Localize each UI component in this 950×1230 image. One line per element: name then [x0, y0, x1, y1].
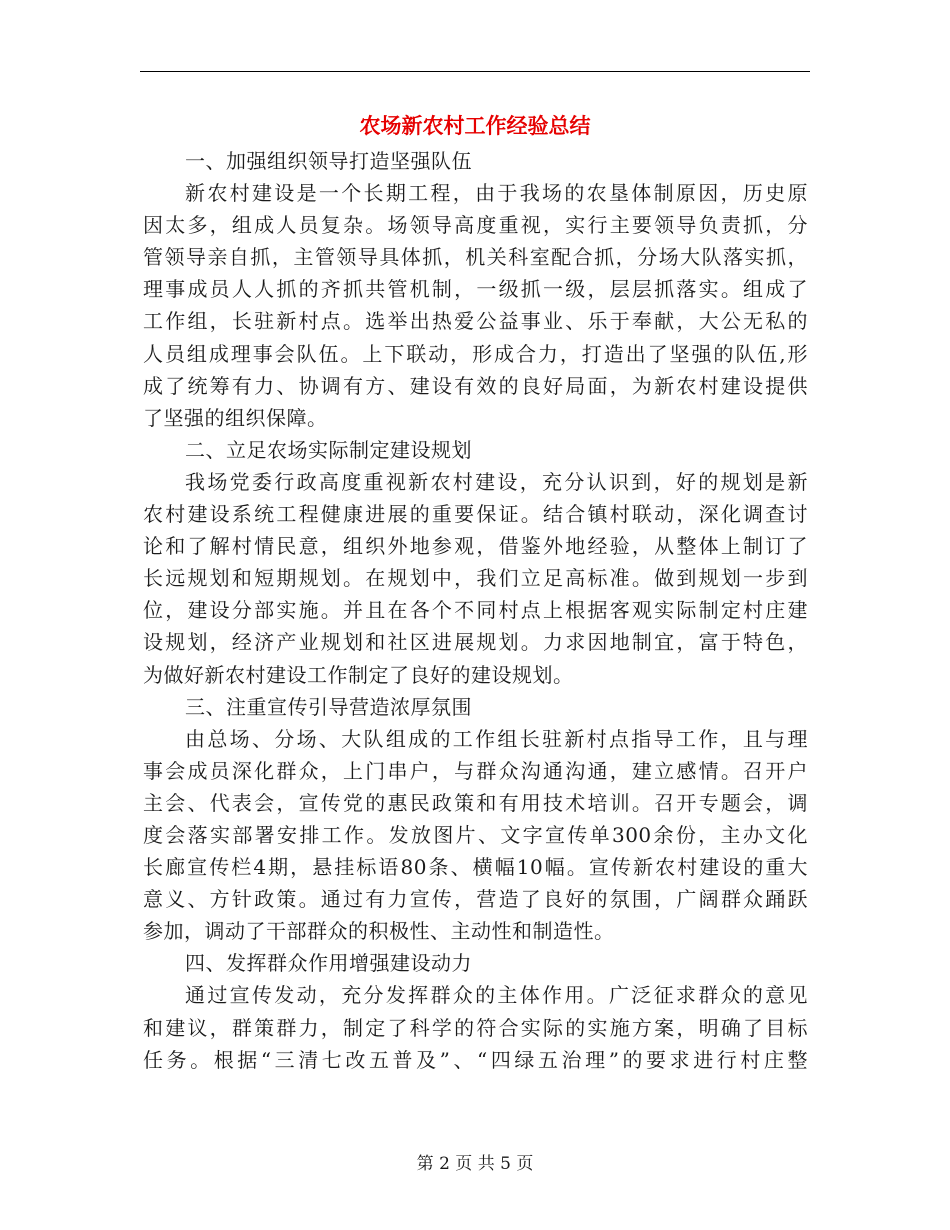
paragraph-first-line: 通过宣传发动，充分发挥群众的主体作用。广泛征求群众的意见: [185, 983, 808, 1008]
section-heading: 一、加强组织领导打造坚强队伍: [185, 149, 472, 173]
page-number: 第 2 页 共 5 页: [416, 1154, 534, 1174]
body-line: 人员组成理事会队伍。上下联动，形成合力，打造出了坚强的队伍,形: [143, 341, 808, 366]
body-line: 理事成员人人抓的齐抓共管机制，一级抓一级，层层抓落实。组成了: [143, 277, 808, 302]
body-line: 长远规划和短期规划。在规划中，我们立足高标准。做到规划一步到: [143, 566, 808, 591]
paragraph-last-line: 了坚强的组织保障。: [143, 405, 328, 430]
paragraph-first-line: 由总场、分场、大队组成的工作组长驻新村点指导工作，且与理: [185, 726, 808, 751]
body-line: 和建议，群策群力，制定了科学的符合实际的实施方案，明确了目标: [143, 1015, 808, 1040]
body-line: 因太多，组成人员复杂。场领导高度重视，实行主要领导负责抓，分: [143, 213, 808, 238]
header-rule: [140, 71, 810, 72]
section-heading: 三、注重宣传引导营造浓厚氛围: [185, 694, 472, 719]
body-line: 位，建设分部实施。并且在各个不同村点上根据客观实际制定村庄建: [143, 598, 808, 623]
body-line: 成了统筹有力、协调有方、建设有效的良好局面，为新农村建设提供: [143, 373, 808, 398]
section-heading: 四、发挥群众作用增强建设动力: [185, 951, 472, 976]
body-line: 农村建设系统工程健康进展的重要保证。结合镇村联动，深化调查讨: [143, 502, 808, 527]
body-line: 度会落实部署安排工作。发放图片、文字宣传单300余份，主办文化: [143, 822, 808, 847]
body-line: 论和了解村情民意，组织外地参观，借鉴外地经验，从整体上制订了: [143, 534, 808, 559]
paragraph-last-line: 为做好新农村建设工作制定了良好的建设规划。: [143, 662, 574, 687]
body-line: 主会、代表会，宣传党的惠民政策和有用技术培训。召开专题会，调: [143, 790, 808, 815]
paragraph-first-line: 我场党委行政高度重视新农村建设，充分认识到，好的规划是新: [185, 469, 808, 494]
paragraph-first-line: 新农村建设是一个长期工程，由于我场的农垦体制原因，历史原: [185, 181, 808, 206]
body-line: 长廊宣传栏4期，悬挂标语80条、横幅10幅。宣传新农村建设的重大: [143, 855, 808, 880]
body-line: 管领导亲自抓，主管领导具体抓，机关科室配合抓，分场大队落实抓，: [143, 245, 808, 270]
body-line: 意义、方针政策。通过有力宣传，营造了良好的氛围，广阔群众踊跃: [143, 887, 808, 912]
body-line: 事会成员深化群众，上门串户，与群众沟通沟通，建立感情。召开户: [143, 758, 808, 783]
body-line: 工作组，长驻新村点。选举出热爱公益事业、乐于奉献，大公无私的: [143, 309, 808, 334]
document-title: 农场新农村工作经验总结: [359, 114, 591, 138]
paragraph-last-line: 参加，调动了干部群众的积极性、主动性和制造性。: [143, 919, 615, 944]
body-line: 设规划，经济产业规划和社区进展规划。力求因地制宜，富于特色，: [143, 630, 808, 655]
section-heading: 二、立足农场实际制定建设规划: [185, 437, 472, 462]
body-line: 任务。根据“三清七改五普及”、“四绿五治理”的要求进行村庄整: [143, 1047, 808, 1072]
document-body: [143, 145, 808, 1076]
